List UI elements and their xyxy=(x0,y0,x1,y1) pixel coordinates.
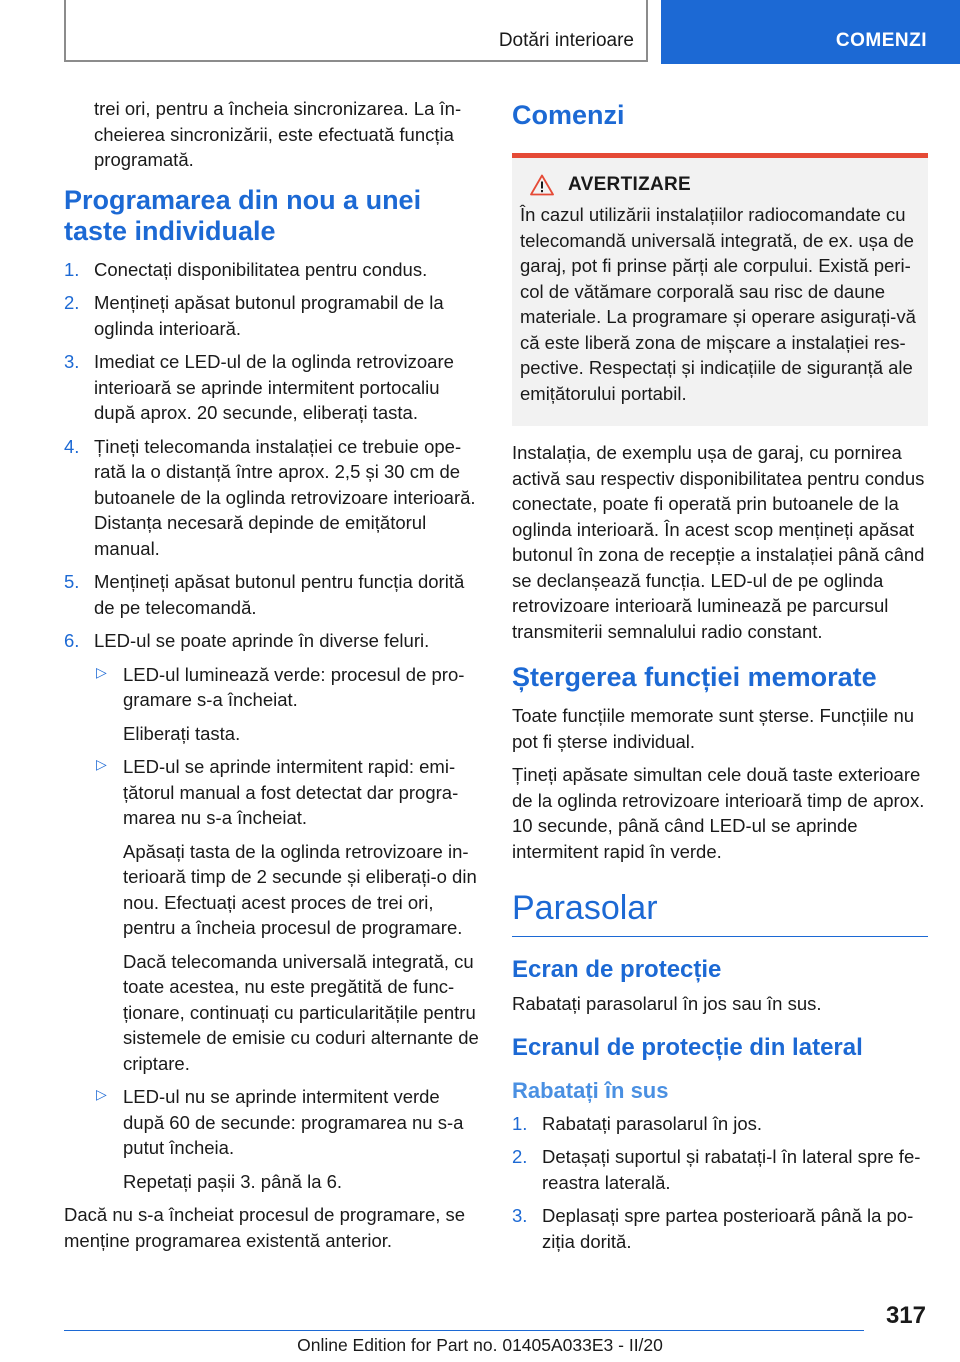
footer-divider xyxy=(64,1330,864,1331)
step-number: 2. xyxy=(512,1146,528,1167)
ecran-paragraph: Rabatați parasolarul în jos sau în sus. xyxy=(512,993,822,1014)
step-number: 1. xyxy=(64,258,80,280)
step-text: Deplasați spre partea posterioară până la poziția dorită. xyxy=(542,1205,914,1252)
bullet-subtext: Dacă telecomanda universală integrată, cu toate acestea, nu este pregătită de funcționare, continuați cu particularitățile pentru sistemele de emisie cu coduri alternante de criptare. xyxy=(123,950,479,1074)
warning-text: În cazul utilizării instalațiilor radiocomandate cu telecomandă universală integrată, de ex. ușa de garaj, pot fi prinse părți ale corpului. Există pericol de vătămare corporală sau risc de daune materiale. La programare și operare asigurați-vă că este liberă zona de mișcare a instalației respective. Respectați și indicațiile de siguranță ale emițătorului portabil. xyxy=(520,204,916,404)
delete-paragraph-2: Țineți apăsate simultan cele două taste exterioare de la oglinda retrovizoare interioară timp de aprox. 10 secunde, până când LED-ul se aprinde intermitent rapid în verde. xyxy=(512,764,925,862)
triangle-bullet-icon: ▷ xyxy=(96,663,107,680)
step-number: 4. xyxy=(64,435,80,457)
footer-edition: Online Edition for Part no. 01405A033E3 - II/20 xyxy=(297,1335,663,1355)
right-column xyxy=(512,100,928,1262)
step-number: 2. xyxy=(64,292,80,313)
step-text: Mențineți apăsat butonul pentru funcția dorită de pe telecomandă. xyxy=(94,571,465,618)
step-item xyxy=(64,290,479,341)
comenzi-heading: Comenzi xyxy=(512,100,625,130)
step-text: Conectați disponibilitatea pentru condus. xyxy=(94,258,428,280)
warning-title: AVERTIZARE xyxy=(568,174,691,195)
header-section-tab xyxy=(64,0,648,62)
step-number: 3. xyxy=(512,1205,528,1226)
header-chapter-title: COMENZI xyxy=(835,30,927,51)
step-text: Mențineți apăsat butonul programabil de la oglinda interioară. xyxy=(94,292,444,339)
header-chapter-tab xyxy=(661,0,960,64)
step-number: 5. xyxy=(64,571,80,592)
bullet-text: LED-ul luminează verde: procesul de programare s-a încheiat. xyxy=(123,663,465,710)
step-item xyxy=(512,1203,928,1254)
delete-paragraph-1: Toate funcțiile memorate sunt șterse. Funcțiile nu pot fi șterse individual. xyxy=(512,705,915,752)
step-number: 3. xyxy=(64,351,80,372)
warning-triangle-icon xyxy=(530,174,554,196)
rabatati-heading: Rabatați în sus xyxy=(512,1077,669,1103)
left-column xyxy=(64,96,479,1261)
bullet-text: LED-ul nu se aprinde intermitent verde după 60 de secunde: programarea nu s-a putut încheia. xyxy=(123,1086,464,1158)
bullet-subtext: Apăsați tasta de la oglinda retrovizoare interioară timp de 2 secunde și eliberați-o din nou. Efectuați acest proces de trei ori, pentru a încheia procesul de programare. xyxy=(123,840,477,938)
comenzi-paragraph: Instalația, de exemplu ușa de garaj, cu pornirea activă sau respectiv disponibilitatea pentru condus conectate, poate fi operată prin butoanele de la oglinda interioară. În acest scop mențineți apăsat butonul în zona de recepție a instalației până când se declanșează funcția. LED-ul de pe oglinda retrovizoare interioară luminează pe parcursul transmiterii semnalului radio constant. xyxy=(512,442,925,642)
section-divider xyxy=(512,936,928,937)
warning-box xyxy=(512,153,928,426)
bullet-item xyxy=(64,1084,479,1161)
step-item xyxy=(64,628,479,654)
header-section-title: Dotări interioare xyxy=(498,30,634,51)
step-item xyxy=(64,569,479,620)
reprogram-steps xyxy=(64,257,479,654)
step-text: Detașați suportul și rabatați-l în lateral spre fereastra laterală. xyxy=(542,1146,921,1193)
step-item xyxy=(512,1111,928,1137)
step-item xyxy=(64,349,479,426)
step-number: 6. xyxy=(64,630,80,651)
delete-heading: Ștergerea funcției memorate xyxy=(512,662,877,692)
page-number: 317 xyxy=(885,1302,926,1329)
bullet-item xyxy=(64,662,479,713)
triangle-bullet-icon: ▷ xyxy=(96,1086,107,1102)
ecran-heading: Ecran de protecție xyxy=(512,956,722,983)
parasolar-heading: Parasolar xyxy=(512,889,658,927)
bullet-subtext: Repetați pașii 3. până la 6. xyxy=(123,1170,343,1192)
outro-paragraph: Dacă nu s-a încheiat procesul de programare, se menține programarea existentă anterior. xyxy=(64,1204,466,1251)
step-item xyxy=(512,1144,928,1195)
triangle-bullet-icon: ▷ xyxy=(96,756,107,772)
step-number: 1. xyxy=(512,1112,528,1134)
intro-paragraph: trei ori, pentru a încheia sincronizarea. La încheierea sincronizării, este efectuată funcția programată. xyxy=(94,98,462,170)
bullet-text: LED-ul se aprinde intermitent rapid: emițătorul manual a fost detectat dar programarea nu s-a încheiat. xyxy=(123,756,459,828)
bullet-item xyxy=(64,754,479,831)
bullet-subtext: Eliberați tasta. xyxy=(123,722,241,744)
step-item xyxy=(64,434,479,562)
step-text: Imediat ce LED-ul de la oglinda retrovizoare interioară se aprinde intermitent portocaliu după aprox. 20 secunde, eliberați tasta. xyxy=(94,351,454,423)
step-text: Rabatați parasolarul în jos. xyxy=(542,1112,763,1134)
reprogram-heading: Programarea din nou a unei taste individuale xyxy=(64,184,422,246)
step-text: LED-ul se poate aprinde în diverse feluri. xyxy=(94,630,430,651)
lateral-heading: Ecranul de protecție din lateral xyxy=(512,1033,863,1061)
step-text: Țineți telecomanda instalației ce trebuie operată la o distanță între aprox. 2,5 și 30 cm de butoanele de la oglinda retrovizoare interioară. Distanța necesară depinde de emițătorul manual. xyxy=(94,435,476,559)
step-item xyxy=(64,257,479,283)
